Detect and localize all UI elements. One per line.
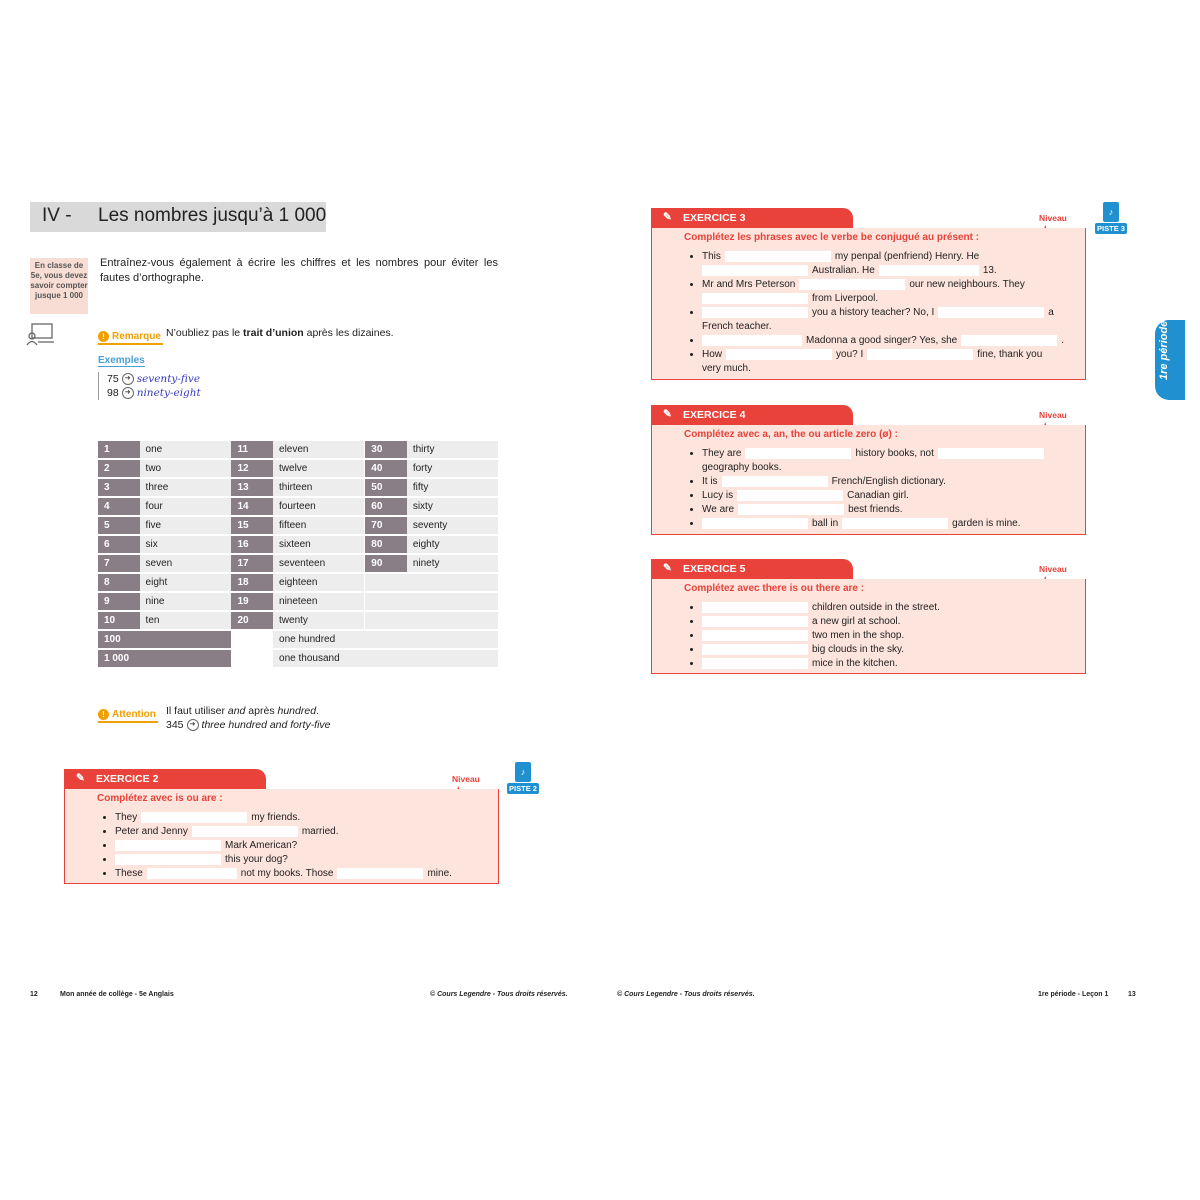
footer-right-copyright: © Cours Legendre - Tous droits réservés. xyxy=(617,991,755,998)
word-cell: thirty xyxy=(407,441,498,458)
answer-blank[interactable] xyxy=(867,349,973,360)
number-cell: 16 xyxy=(231,536,273,553)
exercise-4-tab: ✎ EXERCICE 4 xyxy=(651,405,853,425)
exercise-5-tab: ✎ EXERCICE 5 xyxy=(651,559,853,579)
answer-blank[interactable] xyxy=(702,658,808,669)
exercise-2-box: Complétez avec is ou are : • They my friends. • Peter and Jenny married. • Mark American? • this your dog? • These not my books. Those mine. xyxy=(64,789,499,884)
word-cell: sixteen xyxy=(273,536,364,553)
footer-left-title: Mon année de collège - 5e Anglais xyxy=(60,991,174,998)
word-cell: fifteen xyxy=(273,517,364,534)
numbers-table-row xyxy=(98,460,498,477)
side-note: En classe de 5e, vous devez savoir compter jusque 1 000 xyxy=(30,258,88,314)
numbers-table-row xyxy=(98,479,498,496)
answer-blank[interactable] xyxy=(141,812,247,823)
pencil-icon: ✎ xyxy=(663,562,672,574)
exercise-2-instruction: Complétez avec is ou are : xyxy=(97,793,223,804)
answer-blank[interactable] xyxy=(737,490,843,501)
word-cell: two xyxy=(140,460,231,477)
number-cell: 40 xyxy=(365,460,407,477)
numbers-table-row xyxy=(98,650,498,667)
exercise-3-instruction: Complétez les phrases avec le verbe be conjugué au présent : xyxy=(684,232,980,243)
word-cell: three xyxy=(140,479,231,496)
section-number: IV - xyxy=(42,205,72,226)
remarque-label: ! Remarque xyxy=(98,326,163,345)
number-cell: 80 xyxy=(365,536,407,553)
number-cell: 3 xyxy=(98,479,140,496)
numbers-table-row xyxy=(98,612,498,629)
niveau-label: Niveau xyxy=(1039,564,1067,591)
answer-blank[interactable] xyxy=(961,335,1057,346)
section-title-bar xyxy=(30,202,326,232)
answer-blank[interactable] xyxy=(702,602,808,613)
attention-label: ! Attention xyxy=(98,704,158,723)
arrow-right-icon: ➜ xyxy=(122,387,134,399)
answer-blank[interactable] xyxy=(702,335,802,346)
word-cell: one hundred xyxy=(273,631,498,648)
answer-blank[interactable] xyxy=(938,307,1044,318)
remarque-text: N’oubliez pas le trait d’union après les dizaines. xyxy=(166,327,394,339)
examples-list xyxy=(98,372,201,400)
number-cell: 13 xyxy=(231,479,273,496)
answer-blank[interactable] xyxy=(147,868,237,879)
exercise-5-instruction: Complétez avec there is ou there are : xyxy=(684,583,865,594)
exercise-3-box: Complétez les phrases avec le verbe be conjugué au présent : • This my penpal (penfriend) Henry. He Australian. He 13. • Mr and Mrs Peterson our new neighbours. They from Liverpool. • you a history teacher? No, I a French teacher. • Madonna a good singer? Yes, she . • How you? I fine, thank you very much. xyxy=(651,228,1086,380)
numbers-table xyxy=(98,439,498,669)
exercise-3-tab: ✎ EXERCICE 3 xyxy=(651,208,853,228)
number-cell: 17 xyxy=(231,555,273,572)
answer-blank[interactable] xyxy=(745,448,851,459)
answer-blank[interactable] xyxy=(115,854,221,865)
word-cell: nineteen xyxy=(273,593,364,610)
answer-blank[interactable] xyxy=(702,518,808,529)
word-cell: twelve xyxy=(273,460,364,477)
number-cell: 50 xyxy=(365,479,407,496)
word-cell: seventy xyxy=(407,517,498,534)
numbers-table-row xyxy=(98,498,498,515)
number-cell: 6 xyxy=(98,536,140,553)
number-cell: 1 000 xyxy=(98,650,231,667)
number-cell: 70 xyxy=(365,517,407,534)
answer-blank[interactable] xyxy=(115,840,221,851)
word-cell: twenty xyxy=(273,612,364,629)
numbers-table-row xyxy=(98,536,498,553)
word-cell: fifty xyxy=(407,479,498,496)
answer-blank[interactable] xyxy=(879,265,979,276)
word-cell: six xyxy=(140,536,231,553)
numbers-table-row xyxy=(98,574,498,591)
answer-blank[interactable] xyxy=(799,279,905,290)
word-cell: one thousand xyxy=(273,650,498,667)
word-cell: four xyxy=(140,498,231,515)
number-cell: 18 xyxy=(231,574,273,591)
number-cell: 60 xyxy=(365,498,407,515)
footer-right-title: 1re période - Leçon 1 xyxy=(1038,991,1109,998)
numbers-table-row xyxy=(98,593,498,610)
word-cell: seven xyxy=(140,555,231,572)
footer-left-copyright: © Cours Legendre - Tous droits réservés. xyxy=(430,991,568,998)
arrow-right-icon: ➜ xyxy=(187,719,199,731)
answer-blank[interactable] xyxy=(702,265,808,276)
periode-tab[interactable]: 1re période xyxy=(1155,320,1185,400)
number-cell: 1 xyxy=(98,441,140,458)
intro-text: Entraînez-vous également à écrire les chiffres et les nombres pour éviter les fautes d’orthographe. xyxy=(100,257,498,284)
audio-file-icon: ♪ xyxy=(515,762,531,782)
board-icon xyxy=(26,322,56,351)
example-item: 75 ➜ seventy-five xyxy=(107,373,201,385)
exercise-2-tab: ✎ EXERCICE 2 xyxy=(64,769,266,789)
word-cell: thirteen xyxy=(273,479,364,496)
number-cell: 7 xyxy=(98,555,140,572)
word-cell: ninety xyxy=(407,555,498,572)
number-cell: 30 xyxy=(365,441,407,458)
word-cell: five xyxy=(140,517,231,534)
word-cell: eleven xyxy=(273,441,364,458)
footer-right-page: 13 xyxy=(1128,991,1136,998)
niveau-label: Niveau xyxy=(1039,213,1067,240)
answer-blank[interactable] xyxy=(702,616,808,627)
word-cell: one xyxy=(140,441,231,458)
number-cell: 15 xyxy=(231,517,273,534)
word-cell: eighty xyxy=(407,536,498,553)
number-cell: 90 xyxy=(365,555,407,572)
word-cell: eighteen xyxy=(273,574,364,591)
examples-label: Exemples xyxy=(98,355,145,366)
answer-blank[interactable] xyxy=(337,868,423,879)
numbers-table-row xyxy=(98,441,498,458)
answer-blank[interactable] xyxy=(726,349,832,360)
pencil-icon: ✎ xyxy=(663,408,672,420)
exercise-4-box: Complétez avec a, an, the ou article zero (ø) : • They are history books, not geography books. • It is French/English dictionary. • Lucy is Canadian girl. • We are best friends. • ball in garden is mine. xyxy=(651,425,1086,535)
number-cell: 4 xyxy=(98,498,140,515)
answer-blank[interactable] xyxy=(738,504,844,515)
numbers-table-row xyxy=(98,555,498,572)
answer-blank[interactable] xyxy=(722,476,828,487)
number-cell: 11 xyxy=(231,441,273,458)
numbers-table-row xyxy=(98,631,498,648)
pencil-icon: ✎ xyxy=(76,772,85,784)
number-cell: 9 xyxy=(98,593,140,610)
niveau-label: Niveau xyxy=(452,774,480,801)
pencil-icon: ✎ xyxy=(663,211,672,223)
word-cell: forty xyxy=(407,460,498,477)
number-cell: 19 xyxy=(231,593,273,610)
word-cell: ten xyxy=(140,612,231,629)
example-item: 98 ➜ ninety-eight xyxy=(107,387,201,399)
answer-blank[interactable] xyxy=(938,448,1044,459)
footer-left-page: 12 xyxy=(30,991,38,998)
word-cell: fourteen xyxy=(273,498,364,515)
answer-blank[interactable] xyxy=(725,251,831,262)
piste-2-button[interactable]: ♪ PISTE 2 xyxy=(507,762,539,794)
answer-blank[interactable] xyxy=(702,293,808,304)
exercise-4-instruction: Complétez avec a, an, the ou article zero (ø) : xyxy=(684,429,898,440)
word-cell: seventeen xyxy=(273,555,364,572)
number-cell: 12 xyxy=(231,460,273,477)
answer-blank[interactable] xyxy=(192,826,298,837)
number-cell: 2 xyxy=(98,460,140,477)
answer-blank[interactable] xyxy=(702,630,808,641)
answer-blank[interactable] xyxy=(842,518,948,529)
word-cell: nine xyxy=(140,593,231,610)
answer-blank[interactable] xyxy=(702,307,808,318)
number-cell: 100 xyxy=(98,631,231,648)
piste-3-button[interactable]: ♪ PISTE 3 xyxy=(1095,202,1127,234)
numbers-table-row xyxy=(98,517,498,534)
exercise-5-box: Complétez avec there is ou there are : • children outside in the street. • a new girl at school. • two men in the shop. • big clouds in the sky. • mice in the kitchen. xyxy=(651,579,1086,674)
number-cell: 14 xyxy=(231,498,273,515)
number-cell: 8 xyxy=(98,574,140,591)
number-cell: 5 xyxy=(98,517,140,534)
word-cell: sixty xyxy=(407,498,498,515)
number-cell: 10 xyxy=(98,612,140,629)
audio-file-icon: ♪ xyxy=(1103,202,1119,222)
answer-blank[interactable] xyxy=(702,644,808,655)
niveau-label: Niveau xyxy=(1039,410,1067,437)
section-title: Les nombres jusqu’à 1 000 xyxy=(98,205,327,226)
attention-text: Il faut utiliser and après hundred. 345 ➜ three hundred and forty-five xyxy=(166,705,331,731)
word-cell: eight xyxy=(140,574,231,591)
arrow-right-icon: ➜ xyxy=(122,373,134,385)
number-cell: 20 xyxy=(231,612,273,629)
